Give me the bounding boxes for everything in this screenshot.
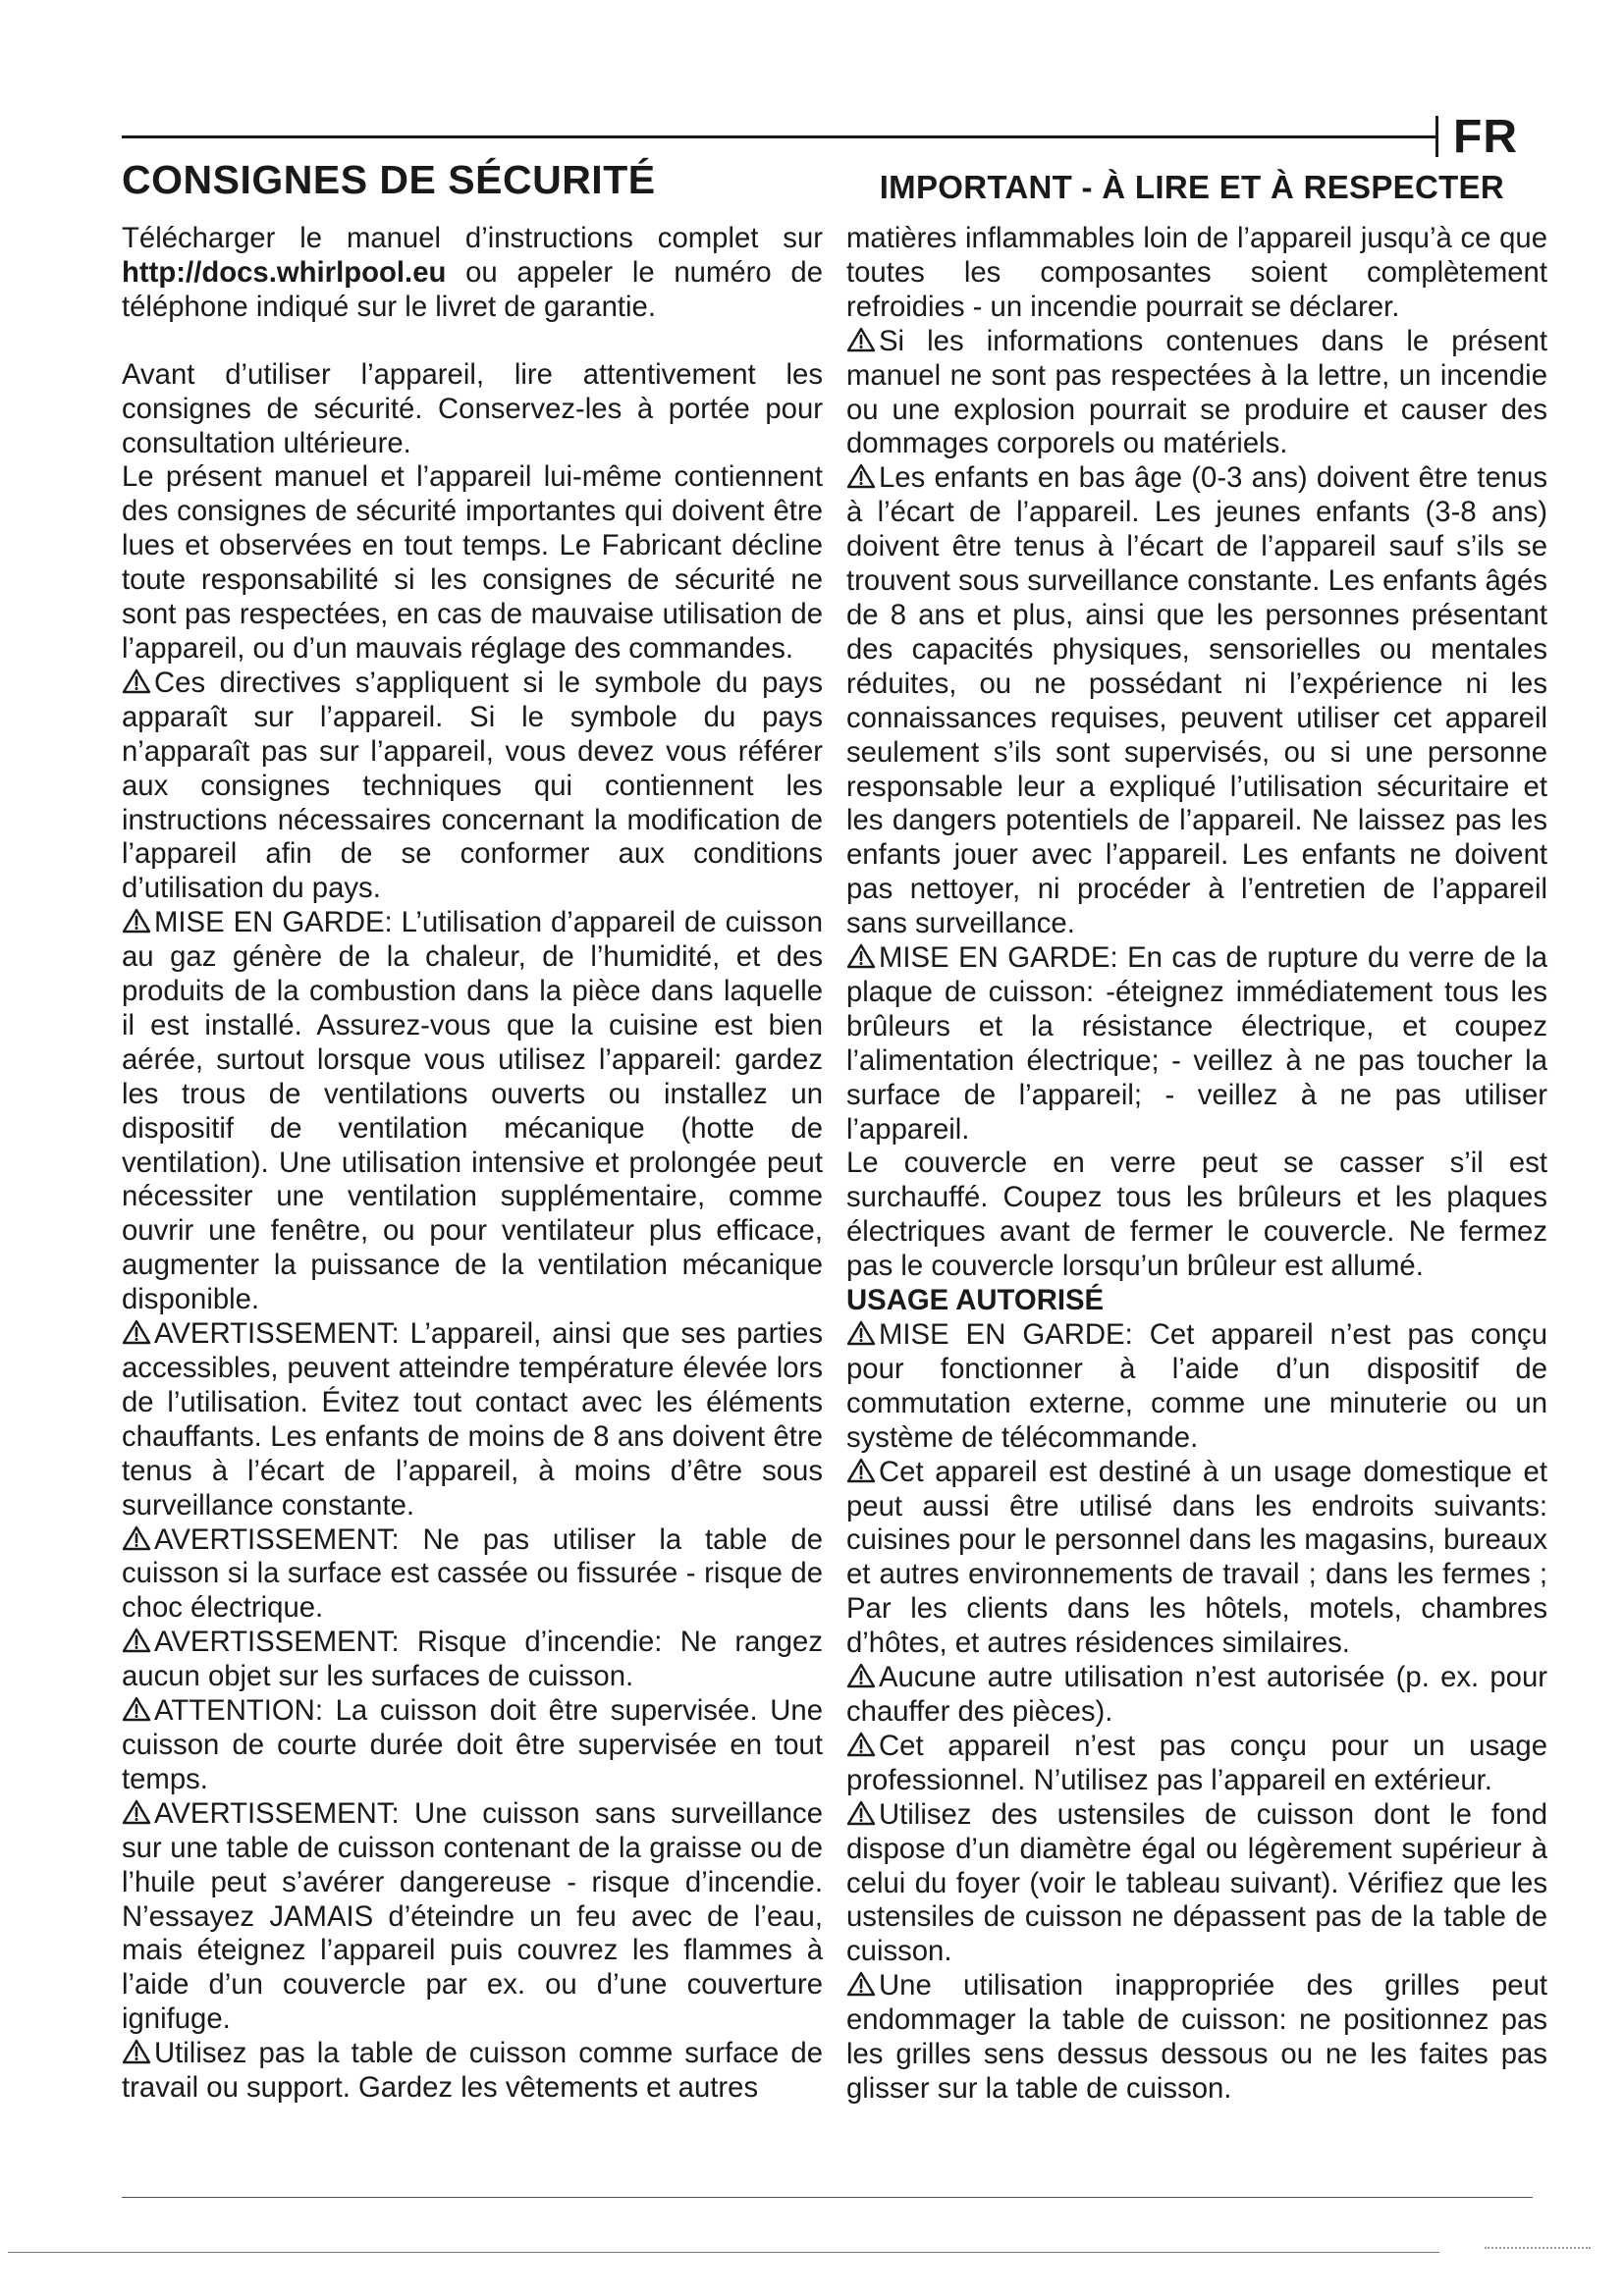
- warning-triangle-icon: [846, 1800, 876, 1826]
- warning-text: ATTENTION: La cuisson doit être supervisée. Une cuisson de courte durée doit être supervisée en tout temps.: [122, 1694, 823, 1795]
- warning-item: [122, 1694, 823, 1797]
- warning-item: [122, 2037, 823, 2106]
- warning-triangle-icon: [122, 1696, 151, 1722]
- warning-triangle-icon: [122, 1319, 151, 1345]
- manual-link[interactable]: http://docs.whirlpool.eu: [122, 255, 447, 289]
- warning-triangle-icon: [846, 463, 876, 489]
- header-rule: [122, 135, 1435, 138]
- warning-triangle-icon: [846, 327, 876, 352]
- warning-text: Aucune autre utilisation n’est autorisée (p. ex. pour chauffer des pièces).: [846, 1661, 1547, 1728]
- warning-item: [846, 1730, 1547, 1798]
- warning-text: Une utilisation inappropriée des grilles peut endommager la table de cuisson: ne positionnez pas les grilles sens dessus dessous ou ne les faites pas glisser sur la table de cuisson.: [846, 1969, 1547, 2105]
- warning-triangle-icon: [846, 1663, 876, 1688]
- warning-text: Utilisez des ustensiles de cuisson dont le fond dispose d’un diamètre égal ou légèrement supérieur à celui du foyer (voir le tableau suivant). Vérifiez que les ustensiles de cuisson ne dépassent pas de la table de cuisson.: [846, 1797, 1547, 1968]
- warning-triangle-icon: [122, 1525, 151, 1551]
- warning-text: AVERTISSEMENT: Ne pas utiliser la table de cuisson si la surface est cassée ou fissurée - risque de choc électrique.: [122, 1522, 823, 1625]
- warning-item: [846, 941, 1547, 1147]
- warning-triangle-icon: [122, 2039, 151, 2064]
- warning-triangle-icon: [122, 1628, 151, 1653]
- warning-item: [846, 1798, 1547, 1970]
- warning-triangle-icon: [846, 943, 876, 969]
- footer-rule: [8, 2252, 1439, 2253]
- warning-triangle-icon: [846, 1458, 876, 1483]
- warning-triangle-icon: [846, 1320, 876, 1346]
- warning-text: Les enfants en bas âge (0-3 ans) doivent être tenus à l’écart de l’appareil. Les jeunes enfants (3-8 ans) doivent être tenus à l’écart de l’appareil sauf s’ils se trouvent sous surveillance constante. Les enfants âgés de 8 ans et plus, ainsi que les personnes présentant des capacités physiques, sensorielles ou mentales réduites, ou ne possédant ni l’expérience ni les connaissances requises, peuvent utiliser cet appareil seulement s’ils sont supervisés, ou si une personne responsable leur a expliqué l’utilisation sécuritaire et les dangers potentiels de l’appareil. Ne laissez pas les enfants jouer avec l’appareil. Les enfants ne doivent pas nettoyer, ni procéder à l’entretien de l’appareil sans surveillance.: [846, 461, 1547, 940]
- page-subtitle: IMPORTANT - À LIRE ET À RESPECTER: [879, 169, 1504, 205]
- warning-triangle-icon: [846, 1971, 876, 1997]
- warning-item: [122, 906, 823, 1317]
- right-column: [846, 222, 1547, 2107]
- bottom-rule: [122, 2197, 1533, 2198]
- read-instructions-paragraph: Avant d’utiliser l’appareil, lire attentivement les consignes de sécurité. Conservez-les à portée pour consultation ultérieure.: [122, 357, 823, 459]
- warning-text: AVERTISSEMENT: Une cuisson sans surveillance sur une table de cuisson contenant de la graisse ou de l’huile peut s’avérer dangereuse - risque d’incendie. N’essayez JAMAIS d’éteindre un feu avec de l’eau, mais éteignez l’appareil puis couvrez les flammes à l’aide d’un couvercle par ex. ou d’une couverture ignifuge.: [122, 1796, 823, 2036]
- warning-item: [122, 1626, 823, 1694]
- warning-text: Utilisez pas la table de cuisson comme surface de travail ou support. Gardez les vêtements et autres: [122, 2037, 823, 2105]
- page-title: CONSIGNES DE SÉCURITÉ: [122, 157, 656, 202]
- left-column: [122, 222, 823, 2106]
- download-intro: Télécharger le manuel d’instructions complet sur: [122, 222, 823, 254]
- warning-triangle-icon: [846, 1732, 876, 1757]
- warning-item: [122, 1797, 823, 2037]
- glass-lid-paragraph: Le couvercle en verre peut se casser s’il est surchauffé. Coupez tous les brûleurs et les plaques électriques avant de fermer le couvercle. Ne fermez pas le couvercle lorsqu’un brûleur est allumé.: [846, 1147, 1547, 1283]
- warning-item: [846, 1969, 1547, 2107]
- warning-text: MISE EN GARDE: En cas de rupture du verre de la plaque de cuisson: -éteignez immédiatement tous les brûleurs et la résistance électrique, et coupez l’alimentation électrique; - veillez à ne pas toucher la surface de l’appareil; - veillez à ne pas utiliser l’appareil.: [846, 941, 1547, 1146]
- warning-text: Cet appareil n’est pas conçu pour un usage professionnel. N’utilisez pas l’appareil en extérieur.: [846, 1729, 1547, 1796]
- warning-triangle-icon: [122, 1799, 151, 1825]
- footer-marks: [1485, 2247, 1591, 2253]
- warning-item: [846, 1456, 1547, 1661]
- warning-text: Ces directives s’appliquent si le symbole du pays apparaît sur l’appareil. Si le symbole du pays n’apparaît pas sur l’appareil, vous devez vous référer aux consignes techniques qui contiennent les instructions nécessaires concernant la modification de l’appareil afin de se conformer aux conditions d’utilisation du pays.: [122, 666, 823, 905]
- warning-triangle-icon: [122, 668, 151, 694]
- warning-item: [122, 1523, 823, 1627]
- warning-text: Cet appareil est destiné à un usage domestique et peut aussi être utilisé dans les endroits suivants: cuisines pour le personnel dans les magasins, bureaux et autres environnements de travail ; dans les fermes ; Par les clients dans les hôtels, motels, chambres d’hôtes, et autres résidences similaires.: [846, 1455, 1547, 1660]
- warning-item: [846, 461, 1547, 941]
- warning-item: [122, 667, 823, 906]
- continued-paragraph: matières inflammables loin de l’appareil jusqu’à ce que toutes les composantes soient complètement refroidies - un incendie pourrait se déclarer.: [846, 222, 1547, 323]
- warning-item: [846, 1661, 1547, 1730]
- warning-text: MISE EN GARDE: L’utilisation d’appareil de cuisson au gaz génère de la chaleur, de l’humidité, et des produits de la combustion dans la pièce dans laquelle il est installé. Assurez-vous que la cuisine est bien aérée, surtout lorsque vous utilisez l’appareil: gardez les trous de ventilations ouverts ou installez un dispositif de ventilation mécanique (hotte de ventilation). Une utilisation intensive et prolongée peut nécessiter une ventilation supplémentaire, comme ouvrir une fenêtre, ou pour ventilateur plus efficace, augmenter la puissance de la ventilation mécanique disponible.: [122, 906, 823, 1316]
- language-code: FR: [1453, 111, 1518, 163]
- warning-text: Si les informations contenues dans le présent manuel ne sont pas respectées à la lettre, un incendie ou une explosion pourrait se produire et causer des dommages corporels ou matériels.: [846, 324, 1547, 460]
- warning-text: AVERTISSEMENT: L’appareil, ainsi que ses parties accessibles, peuvent atteindre température élevée lors de l’utilisation. Évitez tout contact avec les éléments chauffants. Les enfants de moins de 8 ans doivent être tenus à l’écart de l’appareil, à moins d’être sous surveillance constante.: [122, 1317, 823, 1522]
- header-tick: [1435, 116, 1438, 157]
- warning-text: AVERTISSEMENT: Risque d’incendie: Ne rangez aucun objet sur les surfaces de cuisson.: [122, 1626, 823, 1693]
- manual-paragraph: Le présent manuel et l’appareil lui-même contiennent des consignes de sécurité importantes qui doivent être lues et observées en tout temps. Le Fabricant décline toute responsabilité si les consignes de sécurité ne sont pas respectées, en cas de mauvaise utilisation de l’appareil, ou d’un mauvais réglage des commandes.: [122, 460, 823, 665]
- download-paragraph: [122, 222, 823, 325]
- download-outro: ou appeler le numéro de téléphone indiqué sur le livret de garantie.: [122, 255, 823, 323]
- warning-item: [122, 1317, 823, 1522]
- warning-item: [846, 325, 1547, 462]
- warning-text: MISE EN GARDE: Cet appareil n’est pas conçu pour fonctionner à l’aide d’un dispositif de commutation externe, comme une minuterie ou un système de télécommande.: [846, 1318, 1547, 1454]
- warning-item: [846, 1318, 1547, 1456]
- warning-triangle-icon: [122, 908, 151, 934]
- section-heading-usage: USAGE AUTORISÉ: [846, 1284, 1105, 1317]
